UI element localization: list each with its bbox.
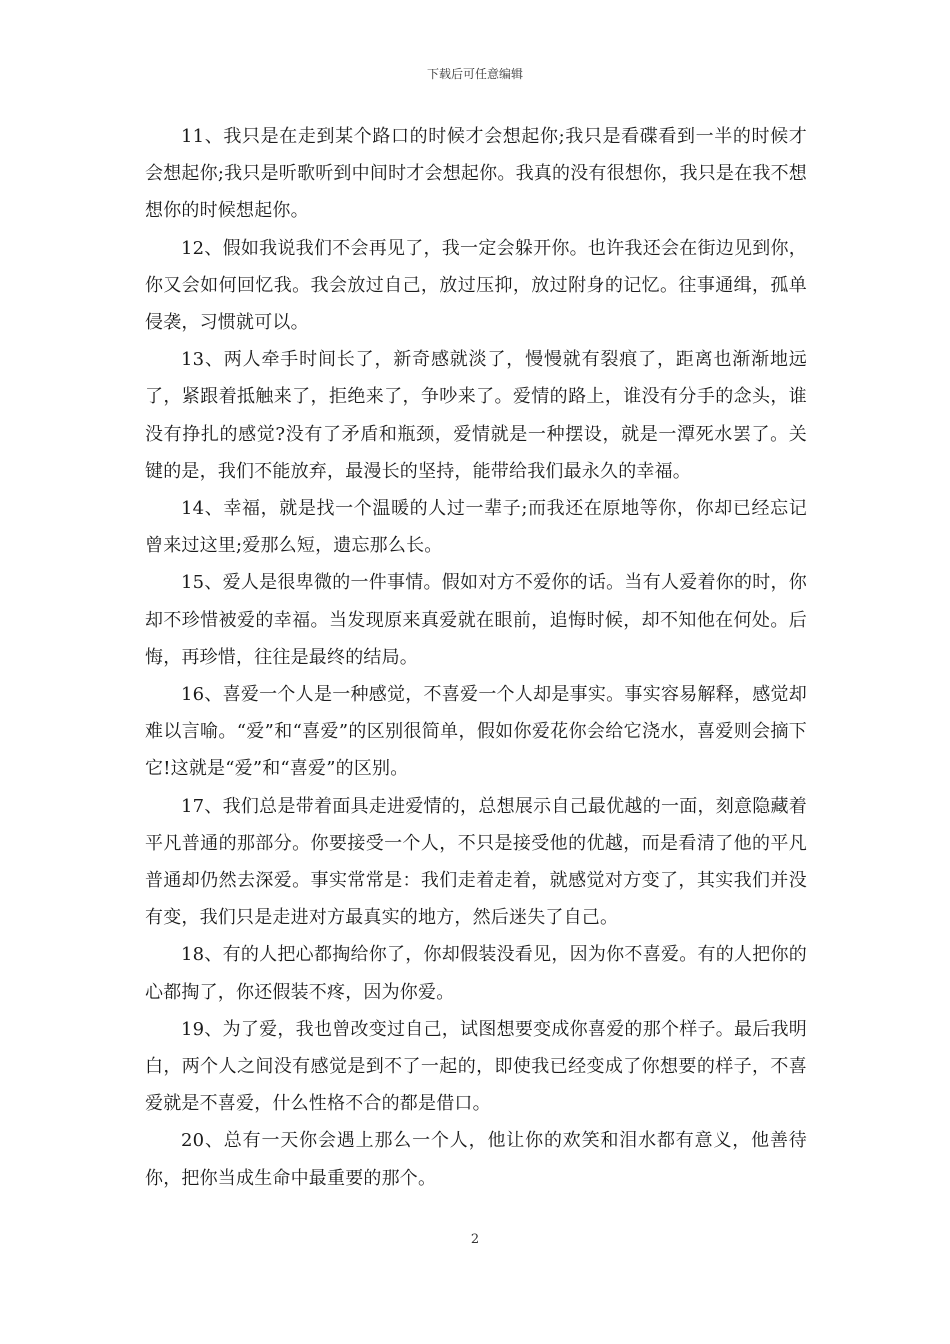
page-number: 2: [470, 1232, 480, 1247]
paragraph-19: 19、为了爱，我也曾改变过自己，试图想要变成你喜爱的那个样子。最后我明白，两个人之间没有感觉是到不了一起的，即使我已经变成了你想要的样子，不喜爱就是不喜爱，什么性格不合的都是借口。: [145, 1018, 807, 1115]
paragraph-16: 16、喜爱一个人是一种感觉，不喜爱一个人却是事实。事实容易解释，感觉却难以言喻。“爱”和“喜爱”的区别很简单，假如你爱花你会给它浇水，喜爱则会摘下它!这就是“爱”和“喜爱”的区别。: [145, 684, 807, 780]
paragraph-12: 12、假如我说我们不会再见了，我一定会躲开你。也许我还会在街边见到你，你又会如何回忆我。我会放过自己，放过压抑，放过附身的记忆。往事通缉，孤单侵袭，习惯就可以。: [145, 237, 807, 334]
paragraph-14: 14、幸福，就是找一个温暖的人过一辈子;而我还在原地等你，你却已经忘记曾来过这里;爱那么短，遗忘那么长。: [145, 498, 807, 557]
paragraph-17: 17、我们总是带着面具走进爱情的，总想展示自己最优越的一面，刻意隐藏着平凡普通的那部分。你要接受一个人，不只是接受他的优越，而是看清了他的平凡普通却仍然去深爱。事实常常是：我们走着走着，就感觉对方变了，其实我们并没有变，我们只是走进对方最真实的地方，然后迷失了自己。: [145, 795, 807, 929]
paragraph-11: 11、我只是在走到某个路口的时候才会想起你;我只是看碟看到一半的时候才会想起你;我只是听歌听到中间时才会想起你。我真的没有很想你，我只是在我不想想你的时候想起你。: [145, 126, 807, 222]
document-body: [145, 118, 807, 1197]
page-header: 下载后可任意编辑: [426, 67, 523, 81]
paragraph-13: 13、两人牵手时间长了，新奇感就淡了，慢慢就有裂痕了，距离也渐渐地远了，紧跟着抵触来了，拒绝来了，争吵来了。爱情的路上，谁没有分手的念头，谁没有挣扎的感觉?没有了矛盾和瓶颈，爱情就是一种摆设，就是一潭死水罢了。关键的是，我们不能放弃，最漫长的坚持，能带给我们最永久的幸福。: [145, 349, 807, 482]
paragraph-20: 20、总有一天你会遇上那么一个人，他让你的欢笑和泪水都有意义，他善待你，把你当成生命中最重要的那个。: [145, 1130, 807, 1189]
paragraph-15: 15、爱人是很卑微的一件事情。假如对方不爱你的话。当有人爱着你的时，你却不珍惜被爱的幸福。当发现原来真爱就在眼前，追悔时候，却不知他在何处。后悔，再珍惜，往往是最终的结局。: [145, 572, 807, 668]
paragraph-18: 18、有的人把心都掏给你了，你却假装没看见，因为你不喜爱。有的人把你的心都掏了，你还假装不疼，因为你爱。: [145, 944, 807, 1003]
